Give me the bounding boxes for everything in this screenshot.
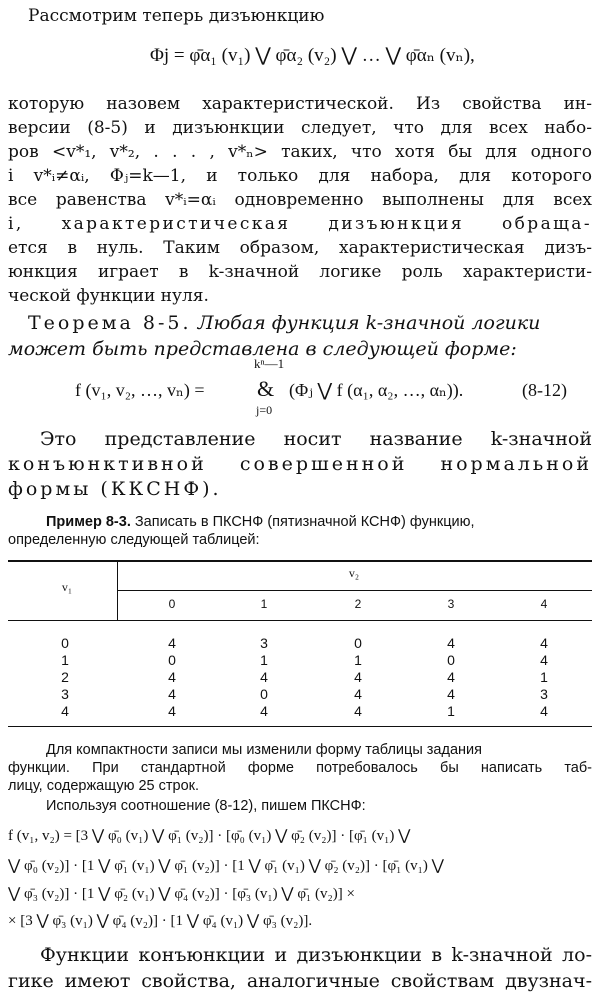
table-cell: 4	[540, 652, 548, 668]
text-line: ров <v*₁, v*₂, . . . , v*ₙ> таких, что хотя бы для одного	[8, 142, 592, 162]
table-cell: 4	[447, 669, 455, 685]
table-row-header: v₁	[61, 580, 73, 594]
table-row-label: 2	[61, 669, 69, 685]
table-cell: 1	[447, 703, 455, 719]
table-cell: 0	[168, 652, 176, 668]
table-cell: 0	[447, 652, 455, 668]
pksnf-formula-line: × [3 ⋁ φ̄₃ (v₁) ⋁ φ̄₄ (v₂)] · [1 ⋁ φ̄₄ (v₁) ⋁ φ̄₃ (v₂)].	[8, 913, 313, 929]
table-bottom-rule	[8, 726, 592, 727]
table-cell: 4	[540, 635, 548, 651]
note-line: Используя соотношение (8-12), пишем ПКСНФ:	[46, 798, 366, 814]
table-cell: 3	[260, 635, 268, 651]
note-line: Для компактности записи мы изменили форму таблицы задания	[46, 742, 482, 758]
table-cell: 4	[260, 669, 268, 685]
note-line: функции. При стандартной форме потребовалось бы написать таб-	[8, 760, 592, 776]
table-vertical-rule	[117, 560, 118, 620]
text-line: все равенства v*ᵢ=αᵢ одновременно выполнены для всех	[8, 190, 592, 210]
table-row-label: 0	[61, 635, 69, 651]
theorem-formula-upper-limit: kⁿ—1	[254, 356, 285, 371]
table-cell: 3	[540, 686, 548, 702]
table-cell: 4	[260, 703, 268, 719]
text-line: Функции конъюнкции и дизъюнкции в k-значной ло-	[40, 944, 592, 966]
table-cell: 4	[354, 669, 362, 685]
table-row-label: 3	[61, 686, 69, 702]
table-column-header: 1	[260, 597, 268, 611]
text-line: которую назовем характеристической. Из свойства ин-	[8, 94, 592, 114]
table-cell: 4	[168, 635, 176, 651]
example-label: Пример 8-3.	[46, 514, 131, 530]
example-text: Записать в ПКСНФ (пятизначной КСНФ) функцию,	[134, 514, 475, 530]
theorem-formula-lhs: f (v₁, v₂, …, vₙ) =	[75, 380, 205, 400]
text-line: Это представление носит название k-значной	[40, 428, 592, 450]
text-line: гике имеют свойства, аналогичные свойствам двузнач-	[8, 970, 592, 992]
theorem-formula-operator: &	[257, 376, 275, 401]
table-cell: 4	[168, 703, 176, 719]
intro-line: Рассмотрим теперь дизъюнкцию	[28, 6, 325, 26]
text-line-spaced: конъюнктивной совершенной нормальной	[8, 453, 592, 475]
pksnf-formula-line: ⋁ φ̄₃ (v₂)] · [1 ⋁ φ̄₂ (v₁) ⋁ φ̄₄ (v₂)] · [φ̄₃ (v₁) ⋁ φ̄₁ (v₂)] ×	[8, 886, 355, 902]
pksnf-formula-line: f (v₁, v₂) = [3 ⋁ φ̄₀ (v₁) ⋁ φ̄₁ (v₂)] · [φ̄₀ (v₁) ⋁ φ̄₂ (v₂)] · [φ̄₁ (v₁) ⋁	[8, 828, 411, 844]
table-cell: 0	[354, 635, 362, 651]
table-column-header: 2	[354, 597, 362, 611]
text-line: версии (8-5) и дизъюнкции следует, что для всех набо-	[8, 118, 592, 138]
table-row-label: 4	[61, 703, 69, 719]
text-line: юнкция играет в k-значной логике роль характеристи-	[8, 262, 592, 282]
theorem-statement-1: Любая функция k-значной логики	[197, 312, 541, 334]
table-cell: 4	[447, 686, 455, 702]
text-line: ческой функции нуля.	[8, 286, 209, 306]
characteristic-disjunction-formula: Φj = φ̄α₁ (v₁) ⋁ φ̄α₂ (v₂) ⋁ … ⋁ φ̄αₙ (vₙ),	[150, 45, 475, 66]
table-column-group-header: v₂	[348, 566, 360, 580]
table-cell: 1	[354, 652, 362, 668]
example-line-2: определенную следующей таблицей:	[8, 532, 260, 548]
table-column-header: 4	[540, 597, 548, 611]
table-cell: 4	[168, 669, 176, 685]
table-cell: 4	[168, 686, 176, 702]
text-line: ется в нуль. Таким образом, характеристическая дизъ-	[8, 238, 592, 258]
theorem-line-1	[28, 312, 600, 334]
note-line: лицу, содержащую 25 строк.	[8, 778, 200, 794]
theorem-statement-2: может быть представлена в следующей форме:	[8, 338, 517, 360]
pksnf-formula-line: ⋁ φ̄₀ (v₂)] · [1 ⋁ φ̄₁ (v₁) ⋁ φ̄₁ (v₂)] · [1 ⋁ φ̄₁ (v₁) ⋁ φ̄₂ (v₂)] · [φ̄₁ (v₁) ⋁	[8, 858, 444, 874]
table-cell: 4	[540, 703, 548, 719]
table-mid-rule	[118, 590, 592, 591]
text-line: i v*ᵢ≠αᵢ, Φⱼ=k—1, и только для набора, для которого	[8, 166, 592, 186]
table-cell: 0	[260, 686, 268, 702]
table-cell: 1	[540, 669, 548, 685]
example-line-1	[46, 514, 592, 530]
table-top-rule	[8, 560, 592, 562]
theorem-formula-lower-limit: j=0	[256, 403, 273, 417]
table-row-label: 1	[61, 652, 69, 668]
table-column-header: 0	[168, 597, 176, 611]
theorem-formula-rhs: (Φⱼ ⋁ f (α₁, α₂, …, αₙ)).	[289, 380, 464, 400]
text-line-spaced: i, характеристическая дизъюнкция обраща-	[8, 214, 592, 234]
table-cell: 4	[447, 635, 455, 651]
formula-number: (8-12)	[522, 380, 567, 400]
text-line-spaced: формы (ККСНФ).	[8, 478, 222, 500]
theorem-label: Теорема 8-5.	[28, 312, 192, 334]
table-header-rule	[8, 620, 592, 621]
table-column-header: 3	[447, 597, 455, 611]
table-cell: 4	[354, 703, 362, 719]
table-cell: 1	[260, 652, 268, 668]
table-cell: 4	[354, 686, 362, 702]
